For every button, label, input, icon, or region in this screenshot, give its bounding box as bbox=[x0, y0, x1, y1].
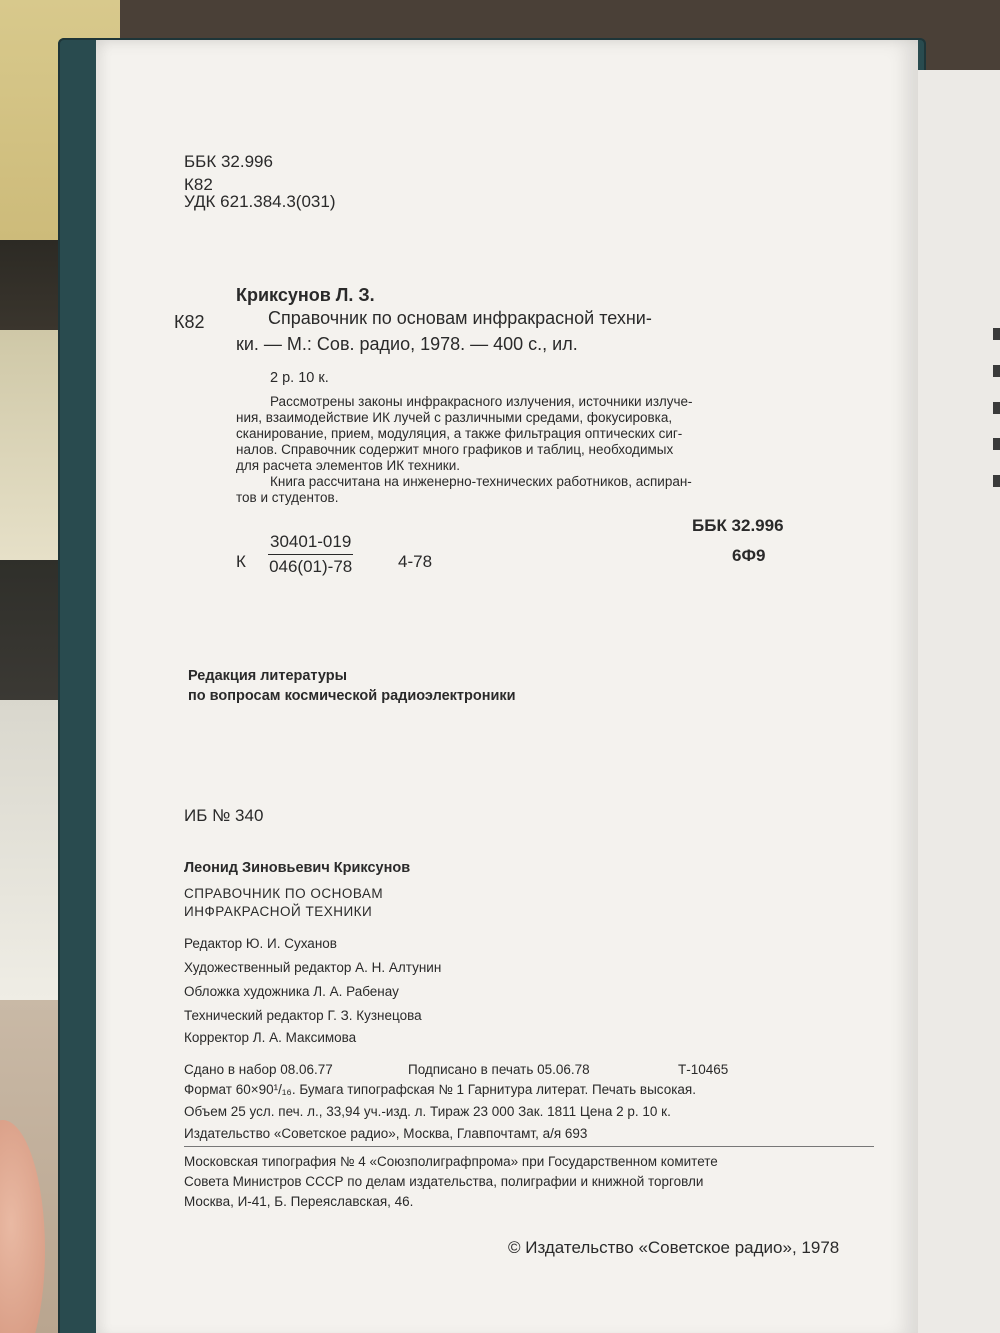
abstract-line: ния, взаимодействие ИК лучей с различными средами, фокусировка, bbox=[236, 410, 673, 425]
ib-number: ИБ № 340 bbox=[184, 806, 264, 825]
signed-to-print: Подписано в печать 05.06.78 bbox=[408, 1062, 590, 1077]
entry-title-line1: Справочник по основам инфракрасной техни- bbox=[268, 308, 652, 328]
imprint-author: Леонид Зиновьевич Криксунов bbox=[184, 860, 411, 876]
book-page bbox=[96, 40, 918, 1333]
publisher-line: Издательство «Советское радио», Москва, Главпочтамт, а/я 693 bbox=[184, 1126, 588, 1141]
editorial-line1: Редакция литературы bbox=[188, 668, 348, 684]
adjacent-page bbox=[912, 70, 1000, 1333]
printer-line: Москва, И-41, Б. Переяславская, 46. bbox=[184, 1194, 414, 1209]
entry-title-line2: ки. — М.: Сов. радио, 1978. — 400 с., ил. bbox=[236, 334, 578, 354]
bbk-right: ББК 32.996 bbox=[692, 516, 784, 535]
sent-to-print: Сдано в набор 08.06.77 bbox=[184, 1062, 333, 1077]
imprint-title-line1: СПРАВОЧНИК ПО ОСНОВАМ bbox=[184, 886, 384, 901]
abstract-line: для расчета элементов ИК техники. bbox=[236, 458, 461, 473]
k-letter: К bbox=[236, 552, 246, 571]
k82-top: К82 bbox=[184, 175, 213, 194]
printer-line: Совета Министров СССР по делам издательства, полиграфии и книжной торговли bbox=[184, 1174, 704, 1189]
udk-code: УДК 621.384.3(031) bbox=[184, 192, 336, 211]
credit-line: Обложка художника Л. А. Рабенау bbox=[184, 984, 399, 999]
abstract-line: сканирование, прием, модуляция, а также фильтрация оптических сиг- bbox=[236, 426, 683, 441]
credit-line: Редактор Ю. И. Суханов bbox=[184, 936, 337, 951]
publisher-index-fraction bbox=[268, 532, 353, 577]
entry-k82-margin: К82 bbox=[174, 312, 205, 332]
imprint-title-line2: ИНФРАКРАСНОЙ ТЕХНИКИ bbox=[184, 904, 373, 919]
abstract-line: Книга рассчитана на инженерно-технических работников, аспиран- bbox=[270, 474, 692, 489]
abstract-line: налов. Справочник содержит много графиков и таблиц, необходимых bbox=[236, 442, 674, 457]
abstract-line: тов и студентов. bbox=[236, 490, 339, 505]
editorial-line2: по вопросам космической радиоэлектроники bbox=[188, 688, 516, 704]
format-line: Формат 60×90¹/₁₆. Бумага типографская № 1 Гарнитура литерат. Печать высокая. bbox=[184, 1082, 696, 1097]
code-right: 6Ф9 bbox=[732, 546, 766, 565]
credit-line: Корректор Л. А. Максимова bbox=[184, 1030, 357, 1045]
bbk-top: ББК 32.996 bbox=[184, 152, 273, 171]
abstract-line: Рассмотрены законы инфракрасного излучения, источники излуче- bbox=[270, 394, 693, 409]
divider bbox=[184, 1146, 874, 1147]
copyright: © Издательство «Советское радио», 1978 bbox=[508, 1238, 840, 1257]
t-number: Т-10465 bbox=[678, 1062, 729, 1077]
entry-author: Криксунов Л. З. bbox=[236, 285, 375, 305]
fraction-denominator: 046(01)-78 bbox=[269, 557, 353, 576]
fraction-numerator: 30401-019 bbox=[268, 532, 353, 555]
entry-price: 2 р. 10 к. bbox=[270, 370, 329, 386]
printer-line: Московская типография № 4 «Союзполиграфпрома» при Государственном комитете bbox=[184, 1154, 718, 1169]
credit-line: Художественный редактор А. Н. Алтунин bbox=[184, 960, 442, 975]
credit-line: Технический редактор Г. З. Кузнецова bbox=[184, 1008, 422, 1023]
fraction-suffix: 4-78 bbox=[398, 552, 433, 571]
volume-line: Объем 25 усл. печ. л., 33,94 уч.-изд. л. Тираж 23 000 Зак. 1811 Цена 2 р. 10 к. bbox=[184, 1104, 671, 1119]
